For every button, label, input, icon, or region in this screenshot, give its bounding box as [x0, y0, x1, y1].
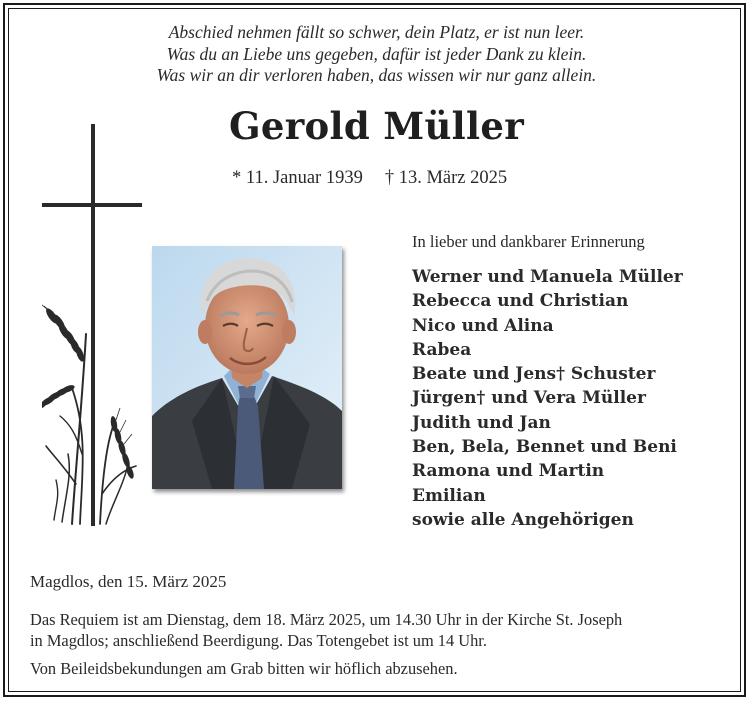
poem: [0, 22, 753, 87]
place-and-date: Magdlos, den 15. März 2025: [30, 572, 227, 591]
list-item: Judith und Jan: [412, 412, 551, 433]
list-item: sowie alle Angehörigen: [412, 509, 634, 530]
memory-line: In lieber und dankbarer Erinnerung: [412, 232, 645, 251]
mourners-list: [412, 265, 683, 532]
list-item: Werner und Manuela Müller: [412, 267, 683, 287]
requiem-line: Das Requiem ist am Dienstag, dem 18. März 2025, um 14.30 Uhr in der Kirche St. Joseph: [30, 610, 623, 629]
life-dates: [232, 168, 507, 189]
poem-line: Was wir an dir verloren haben, das wissen wir nur ganz allein.: [156, 65, 597, 85]
list-item: Rebecca und Christian: [412, 291, 629, 312]
portrait-photo: [152, 246, 342, 489]
poem-line: Abschied nehmen fällt so schwer, dein Platz, er ist nun leer.: [168, 22, 585, 42]
list-item: Jürgen† und Vera Müller: [412, 388, 646, 409]
cross-icon: [42, 124, 144, 528]
list-item: Beate und Jens† Schuster: [412, 364, 656, 385]
deceased-name: Gerold Müller: [228, 104, 525, 148]
requiem-info: [30, 609, 730, 651]
list-item: Emilian: [412, 485, 486, 506]
death-date: † 13. März 2025: [384, 168, 508, 188]
birth-date: * 11. Januar 1939: [232, 168, 363, 188]
list-item: Ben, Bela, Bennet und Beni: [412, 437, 677, 458]
poem-line: Was du an Liebe uns gegeben, dafür ist jeder Dank zu klein.: [166, 43, 587, 64]
list-item: Rabea: [412, 339, 472, 360]
list-item: Ramona und Martin: [412, 461, 605, 482]
condolence-note: Von Beileidsbekundungen am Grab bitten wir höflich abzusehen.: [30, 659, 458, 678]
requiem-line: in Magdlos; anschließend Beerdigung. Das Totengebet ist um 14 Uhr.: [30, 631, 487, 650]
list-item: Nico und Alina: [412, 315, 554, 336]
